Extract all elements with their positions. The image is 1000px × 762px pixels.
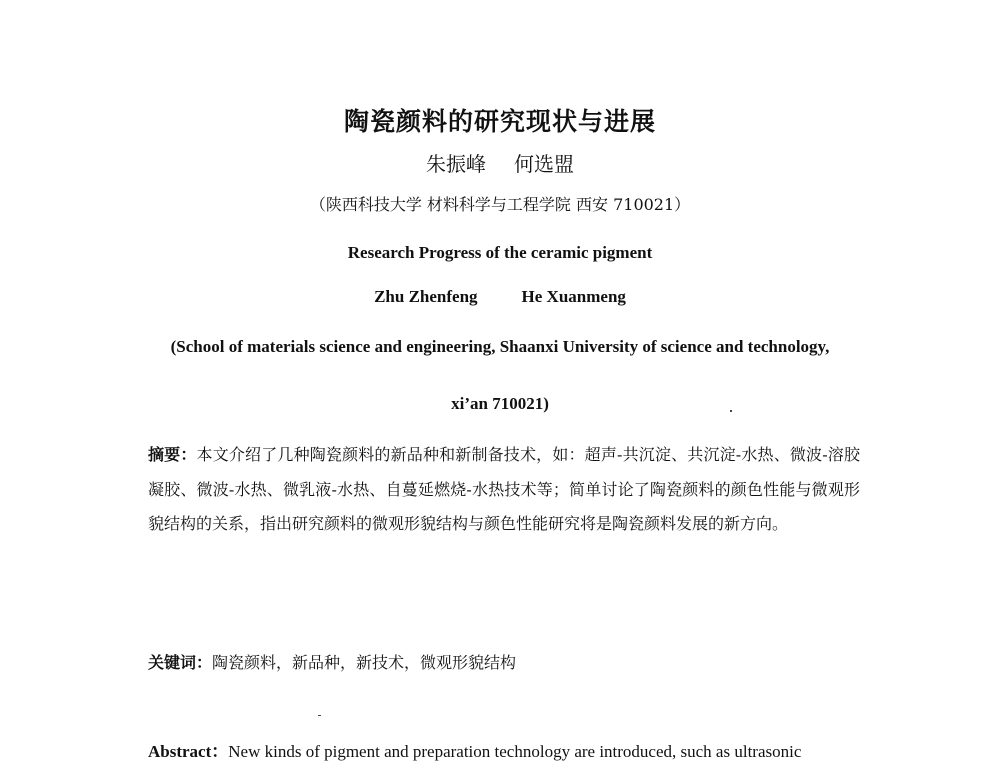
keywords-text: 陶瓷颜料，新品种，新技术，微观形貌结构 — [212, 653, 517, 672]
english-affiliation-line-1: (School of materials science and engineering, Shaanxi University of science and technology, — [170, 337, 830, 356]
abstract-text: New kinds of pigment and preparation technology are introduced, such as ultrasonic — [228, 742, 802, 761]
abstract-label: 摘要： — [148, 445, 197, 464]
chinese-title: 陶瓷颜料的研究现状与进展 — [343, 107, 656, 136]
english-authors — [0, 287, 1000, 307]
english-affiliation-line-2: xi’an 710021) — [451, 394, 549, 413]
chinese-abstract — [148, 438, 860, 542]
abstract-label: Abstract： — [148, 742, 229, 761]
chinese-affiliation: （陕西科技大学 材料科学与工程学院 西安 710021） — [309, 195, 691, 214]
abstract-text: 本文介绍了几种陶瓷颜料的新品种和新制备技术，如：超声-共沉淀、共沉淀-水热、微波-溶胶凝胶、微波-水热、微乳液-水热、自蔓延燃烧-水热技术等；简单讨论了陶瓷颜料的颜色性能与微观形貌结构的关系，指出研究颜料的微观形貌结构与颜色性能研究将是陶瓷颜料发展的新方向。 — [148, 445, 860, 533]
author-name: 何选盟 — [514, 152, 574, 176]
chinese-keywords — [148, 650, 860, 673]
keywords-label: 关键词： — [148, 653, 213, 672]
author-name: 朱振峰 — [426, 152, 486, 176]
scan-speck — [730, 410, 732, 412]
english-title: Research Progress of the ceramic pigment — [347, 243, 653, 262]
chinese-authors — [0, 148, 1000, 177]
author-name: Zhu Zhenfeng — [374, 287, 478, 306]
scan-speck — [318, 715, 321, 716]
author-name: He Xuanmeng — [521, 287, 626, 306]
english-abstract — [148, 737, 860, 762]
